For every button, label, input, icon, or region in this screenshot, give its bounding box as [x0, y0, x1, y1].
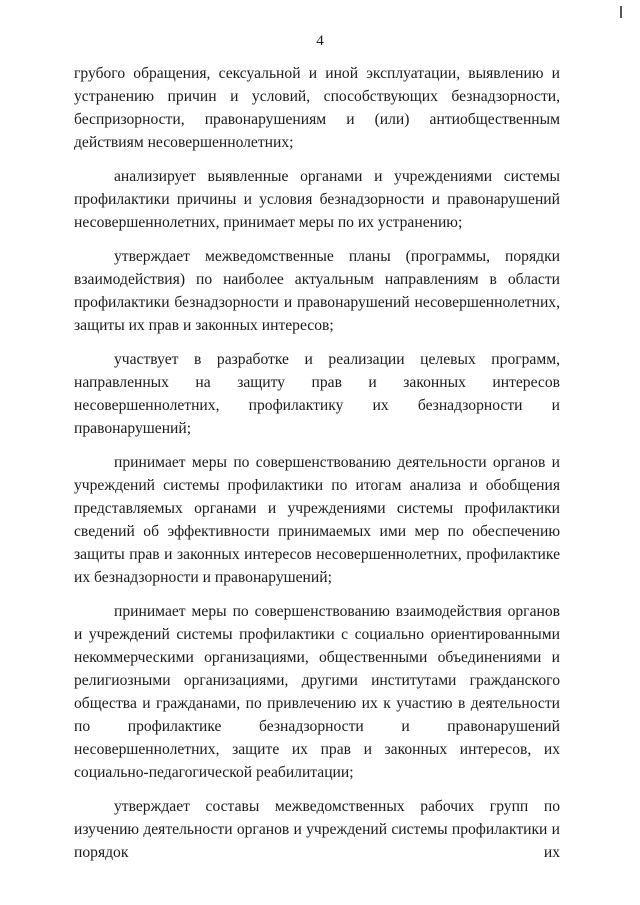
- paragraph-4: участвует в разработке и реализации целевых программ, направленных на защиту прав и законных интересов несовершеннолетних, профилактику их безнадзорности и правонарушений;: [74, 351, 560, 437]
- paragraph-2: анализирует выявленные органами и учреждениями системы профилактики причины и условия безнадзорности и правонарушений несовершеннолетних, принимает меры по их устранению;: [74, 168, 560, 231]
- page-number: 4: [316, 33, 324, 49]
- paragraph-6: принимает меры по совершенствованию взаимодействия органов и учреждений системы профилактики с социально ориентированными некоммерческими организациями, общественными объединениями и религиозными организациями, другими институтами гражданского общества и гражданами, по привлечению их к участию в деятельности по профилактике безнадзорности и правонарушений несовершеннолетних, защите их прав и законных интересов, их социально-педагогической реабилитации;: [74, 603, 560, 781]
- paragraph-1: грубого обращения, сексуальной и иной эксплуатации, выявлению и устранению причин и условий, способствующих безнадзорности, беспризорности, правонарушениям и (или) антиобщественным действиям несовершеннолетних;: [74, 65, 560, 151]
- paragraph-3: утверждает межведомственные планы (программы, порядки взаимодействия) по наиболее актуальным направлениям в области профилактики безнадзорности и правонарушений несовершеннолетних, защиты их прав и законных интересов;: [74, 248, 560, 334]
- document-body: [74, 62, 560, 864]
- paragraph-7: утверждает составы межведомственных рабочих групп по изучению деятельности органов и учреждений системы профилактики и порядок их: [74, 798, 560, 861]
- paragraph-5: принимает меры по совершенствованию деятельности органов и учреждений системы профилактики по итогам анализа и обобщения представляемых органами и учреждениями системы профилактики сведений об эффективности принимаемых ими мер по обеспечению защиты прав и законных интересов несовершеннолетних, профилактике их безнадзорности и правонарушений;: [74, 454, 560, 586]
- corner-mark: [620, 6, 622, 18]
